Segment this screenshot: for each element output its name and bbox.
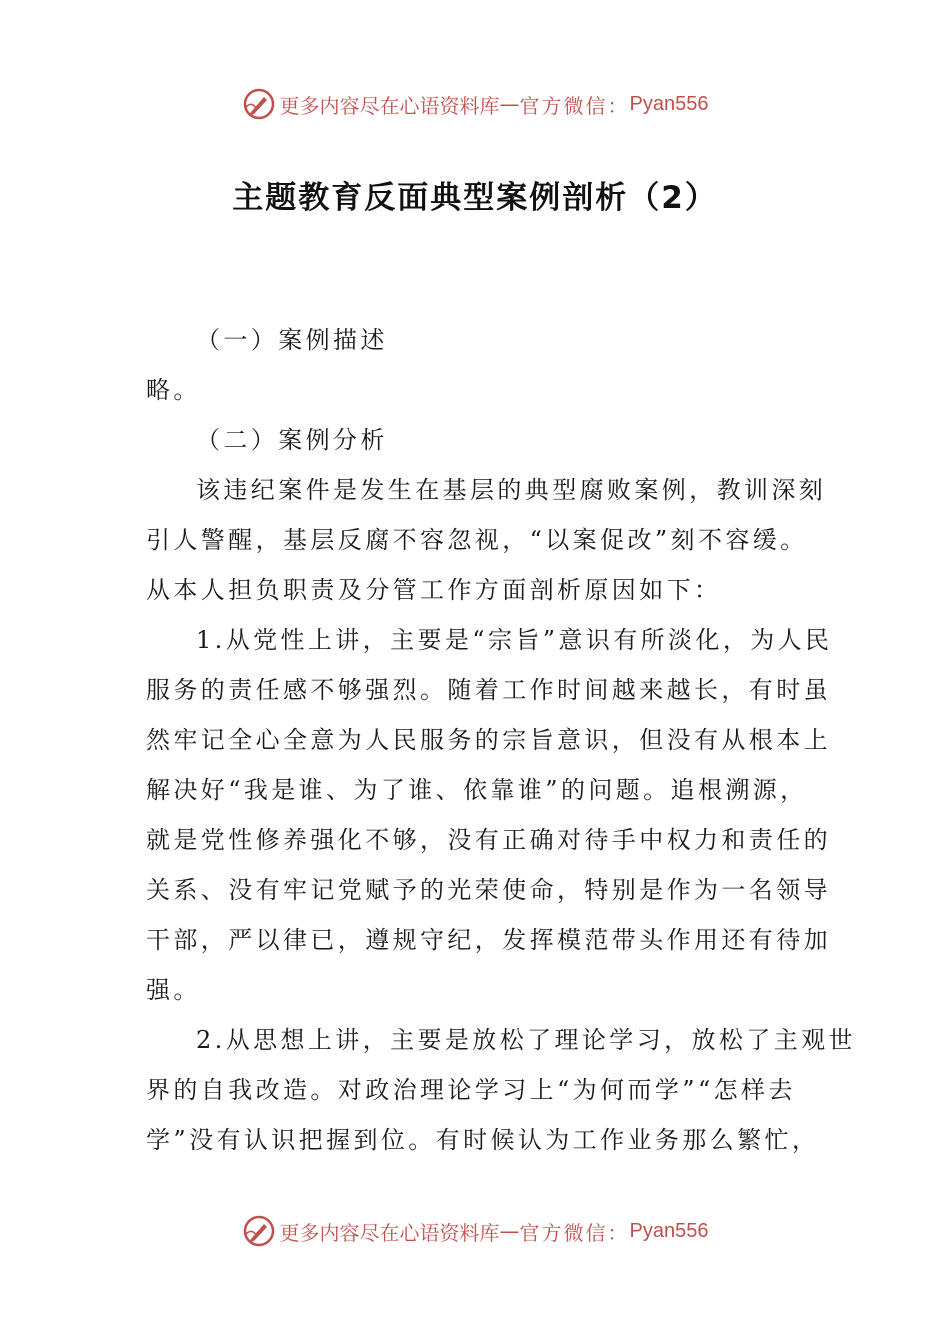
paragraph-line: 2.从思想上讲，主要是放松了理论学习，放松了主观世 — [196, 1026, 856, 1054]
document-body — [146, 315, 856, 1165]
paragraph-line: 解决好“我是谁、为了谁、依靠谁”的问题。追根溯源， — [146, 776, 808, 804]
paragraph-line: 就是党性修养强化不够，没有正确对待手中权力和责任的 — [146, 826, 831, 854]
banner-wechat-id: Pyan556 — [629, 1219, 709, 1242]
section-heading-case-description: （一）案例描述 — [196, 326, 388, 354]
paragraph-line: 学”没有认识把握到位。有时候认为工作业务那么繁忙， — [146, 1126, 820, 1154]
paragraph-line: 然牢记全心全意为人民服务的宗旨意识，但没有从根本上 — [146, 726, 831, 754]
section-body-case-description: 略。 — [146, 376, 201, 404]
paragraph-line: 干部，严以律已，遵规守纪，发挥模范带头作用还有待加 — [146, 926, 831, 954]
banner-wechat-label: 官方微信： — [519, 1220, 630, 1245]
section-heading-case-analysis: （二）案例分析 — [196, 426, 388, 454]
paragraph-line: 引人警醒，基层反腐不容忽视，“以案促改”刻不容缓。 — [146, 526, 808, 554]
banner-brand-text: 更多内容尽在心语资料库 — [279, 93, 500, 118]
banner-separator: — — [499, 92, 520, 116]
header-watermark-banner — [0, 84, 950, 124]
banner-separator: — — [499, 1219, 520, 1243]
pen-logo-icon — [242, 87, 276, 121]
banner-wechat-id: Pyan556 — [629, 92, 709, 115]
banner-brand-text: 更多内容尽在心语资料库 — [279, 1220, 500, 1245]
pen-logo-icon — [242, 1214, 276, 1248]
paragraph-line: 从本人担负职责及分管工作方面剖析原因如下： — [146, 576, 722, 604]
paragraph-line: 关系、没有牢记党赋予的光荣使命，特别是作为一名领导 — [146, 876, 831, 904]
paragraph-line: 1.从党性上讲，主要是“宗旨”意识有所淡化，为人民 — [196, 626, 833, 654]
paragraph-line: 服务的责任感不够强烈。随着工作时间越来越长，有时虽 — [146, 676, 831, 704]
paragraph-line: 界的自我改造。对政治理论学习上“为何而学”“怎样去 — [146, 1076, 796, 1104]
paragraph-line: 强。 — [146, 976, 201, 1004]
footer-watermark-banner — [0, 1211, 950, 1251]
document-title: 主题教育反面典型案例剖析（2） — [232, 180, 718, 216]
banner-wechat-label: 官方微信： — [519, 93, 630, 118]
paragraph-line: 该违纪案件是发生在基层的典型腐败案例，教训深刻 — [196, 476, 827, 504]
